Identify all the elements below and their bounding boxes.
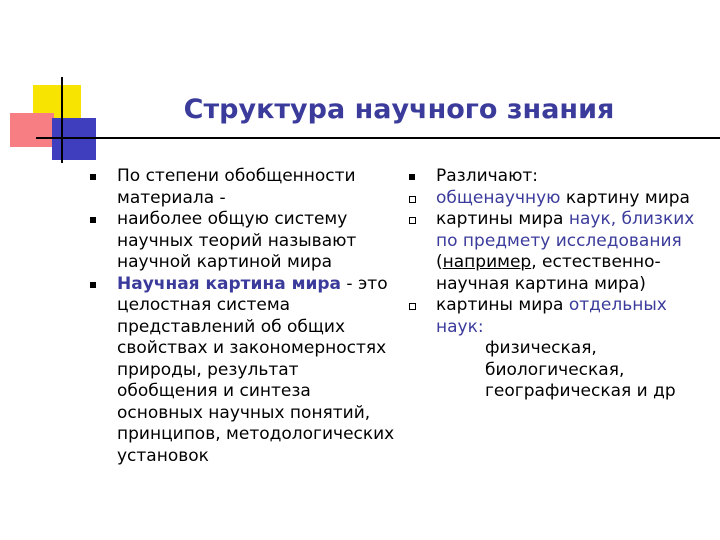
sub-item: физическая, — [485, 338, 597, 358]
list-item-continuation — [409, 252, 719, 295]
item-text: По степени обобщенности материала - — [117, 166, 356, 208]
item-text: Различают: — [436, 166, 539, 186]
item-text: картину мира — [560, 187, 690, 208]
hollow-square-bullet-icon — [409, 217, 416, 224]
paren-open: ( — [436, 252, 443, 272]
item-term: Научная картина мира — [117, 273, 342, 294]
list-item — [90, 209, 400, 274]
decor-horizontal-line — [36, 137, 720, 139]
hollow-square-bullet-icon — [409, 196, 416, 203]
list-item — [409, 188, 719, 210]
item-accent-text: наук, близких по предмету исследования — [436, 209, 695, 251]
list-item — [90, 274, 400, 468]
square-bullet-icon — [90, 217, 96, 223]
hollow-square-bullet-icon — [409, 303, 416, 310]
item-text: - это целостная система представлений об общих свойствах и закономерностях природы, результат обобщения и синтеза основных научных понятий, принципов, методологических установок — [117, 273, 395, 466]
item-accent-text: общенаучную — [436, 187, 561, 208]
decor-blue-square — [52, 118, 96, 160]
square-bullet-icon — [90, 282, 96, 288]
item-text: картины мира — [436, 295, 569, 315]
decor-red-square — [10, 113, 54, 147]
sub-item: географическая и др — [485, 381, 676, 401]
square-bullet-icon — [90, 174, 96, 180]
item-text: картины мира — [436, 209, 569, 229]
sub-item: биологическая, — [485, 359, 625, 380]
square-bullet-icon — [409, 174, 415, 180]
decor-vertical-line — [61, 77, 63, 163]
list-item — [409, 295, 719, 338]
underlined-word: например — [442, 252, 532, 272]
list-item — [90, 166, 400, 209]
paren-text: , естественно-научная картина мира) — [436, 252, 661, 294]
slide-title: Структура научного знания — [183, 94, 615, 125]
left-column — [90, 166, 400, 467]
list-item — [409, 166, 719, 188]
list-item — [409, 209, 719, 252]
right-column — [409, 166, 719, 403]
item-accent-text: отдельных наук: — [436, 295, 667, 337]
item-text: наиболее общую систему научных теорий называют научной картиной мира — [117, 209, 357, 272]
